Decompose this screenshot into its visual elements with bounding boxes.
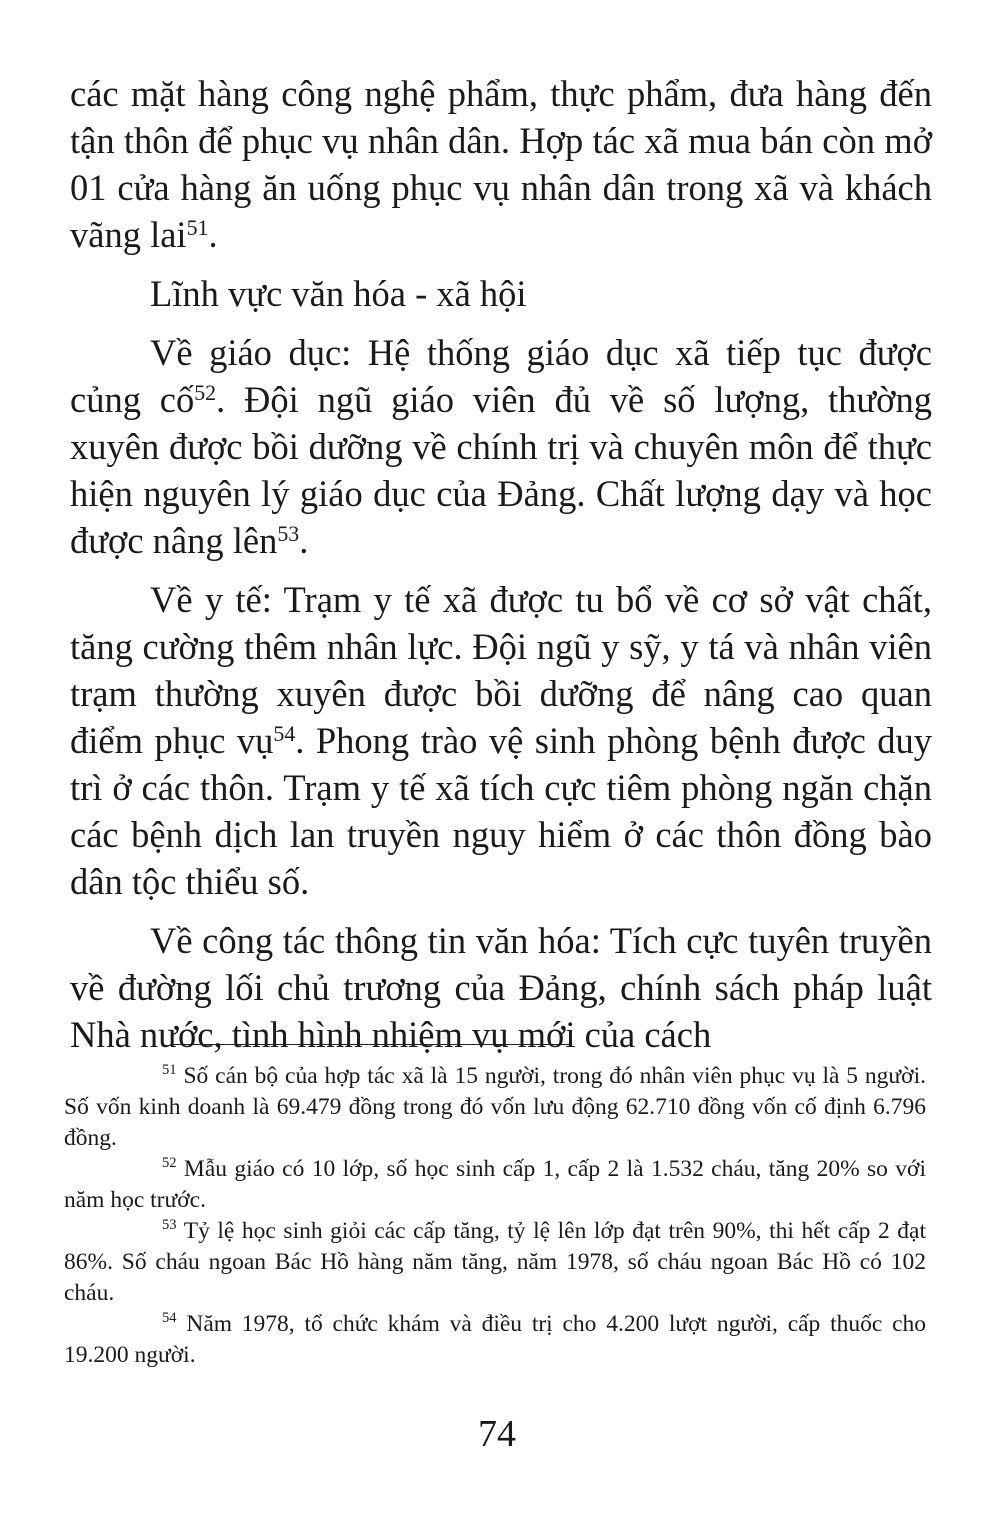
paragraph-text: các mặt hàng công nghệ phẩm, thực phẩm, đưa hàng đến tận thôn để phục vụ nhân dân. Hợp tác xã mua bán còn mở 01 cửa hàng ăn uống phục vụ nhân dân trong xã và khách vãng lai xyxy=(70,73,932,255)
section-heading xyxy=(70,270,932,317)
footnote-text: Mẫu giáo có 10 lớp, số học sinh cấp 1, cấp 2 là 1.532 cháu, tăng 20% so với năm học trước. xyxy=(64,1156,926,1213)
footnote-text: Số cán bộ của hợp tác xã là 15 người, trong đó nhân viên phục vụ là 5 người. Số vốn kinh doanh là 69.479 đồng trong đó vốn lưu động 62.710 đồng vốn cố định 6.796 đồng. xyxy=(64,1063,927,1151)
footnote xyxy=(64,1061,926,1154)
paragraph-text: Về giáo dục: Hệ thống giáo dục xã tiếp tục được củng cố xyxy=(70,332,932,420)
paragraph-text: . xyxy=(299,520,309,561)
paragraph-text: . Phong trào vệ sinh phòng bệnh được duy trì ở các thôn. Trạm y tế xã tích cực tiêm phòng ngăn chặn các bệnh dịch lan truyền nguy hiểm ở các thôn đồng bào dân tộc thiểu số. xyxy=(70,720,933,902)
footnote xyxy=(64,1309,926,1371)
footnote-text: Năm 1978, tổ chức khám và điều trị cho 4.200 lượt người, cấp thuốc cho 19.200 người. xyxy=(64,1311,926,1368)
paragraph-text: Về công tác thông tin văn hóa: Tích cực tuyên truyền về đường lối chủ trương của Đảng, chính sách pháp luật Nhà nước, tình hình nhiệm vụ mới của cách xyxy=(70,920,932,1055)
section-heading-text: Lĩnh vực văn hóa - xã hội xyxy=(150,273,527,314)
footnote-number: 54 xyxy=(162,1310,177,1327)
paragraph-text: Về y tế: Trạm y tế xã được tu bổ về cơ sở vật chất, tăng cường thêm nhân lực. Đội ngũ y sỹ, y tá và nhân viên trạm thường xuyên được bồi dưỡng để nâng cao quan điểm phục vụ xyxy=(70,579,932,761)
paragraph-text: . Đội ngũ giáo viên đủ về số lượng, thường xuyên được bồi dưỡng về chính trị và chuyên môn để thực hiện nguyên lý giáo dục của Đảng. Chất lượng dạy và học được nâng lên xyxy=(70,379,932,561)
footnote-number: 52 xyxy=(162,1155,177,1172)
body-text xyxy=(70,70,932,1058)
page-number: 74 xyxy=(478,1413,516,1455)
paragraph xyxy=(70,329,932,564)
footnotes xyxy=(64,1061,926,1371)
paragraph xyxy=(70,70,932,258)
paragraph-text: . xyxy=(208,214,218,255)
footnote-text: Tỷ lệ học sinh giỏi các cấp tăng, tỷ lệ lên lớp đạt trên 90%, thi hết cấp 2 đạt 86%. Số cháu ngoan Bác Hồ hàng năm tăng, năm 1978, số cháu ngoan Bác Hồ có 102 cháu. xyxy=(64,1218,927,1306)
paragraph xyxy=(70,576,932,905)
footnote-divider xyxy=(170,1044,570,1045)
footnote-ref: 54 xyxy=(273,720,296,746)
footnote-ref: 52 xyxy=(194,379,217,405)
footnote-number: 53 xyxy=(162,1217,177,1234)
footnote-number: 51 xyxy=(162,1062,177,1079)
footnote xyxy=(64,1216,926,1309)
footnote-ref: 51 xyxy=(186,214,209,240)
footnote-ref: 53 xyxy=(277,520,300,546)
paragraph xyxy=(70,917,932,1058)
footnote xyxy=(64,1154,926,1216)
